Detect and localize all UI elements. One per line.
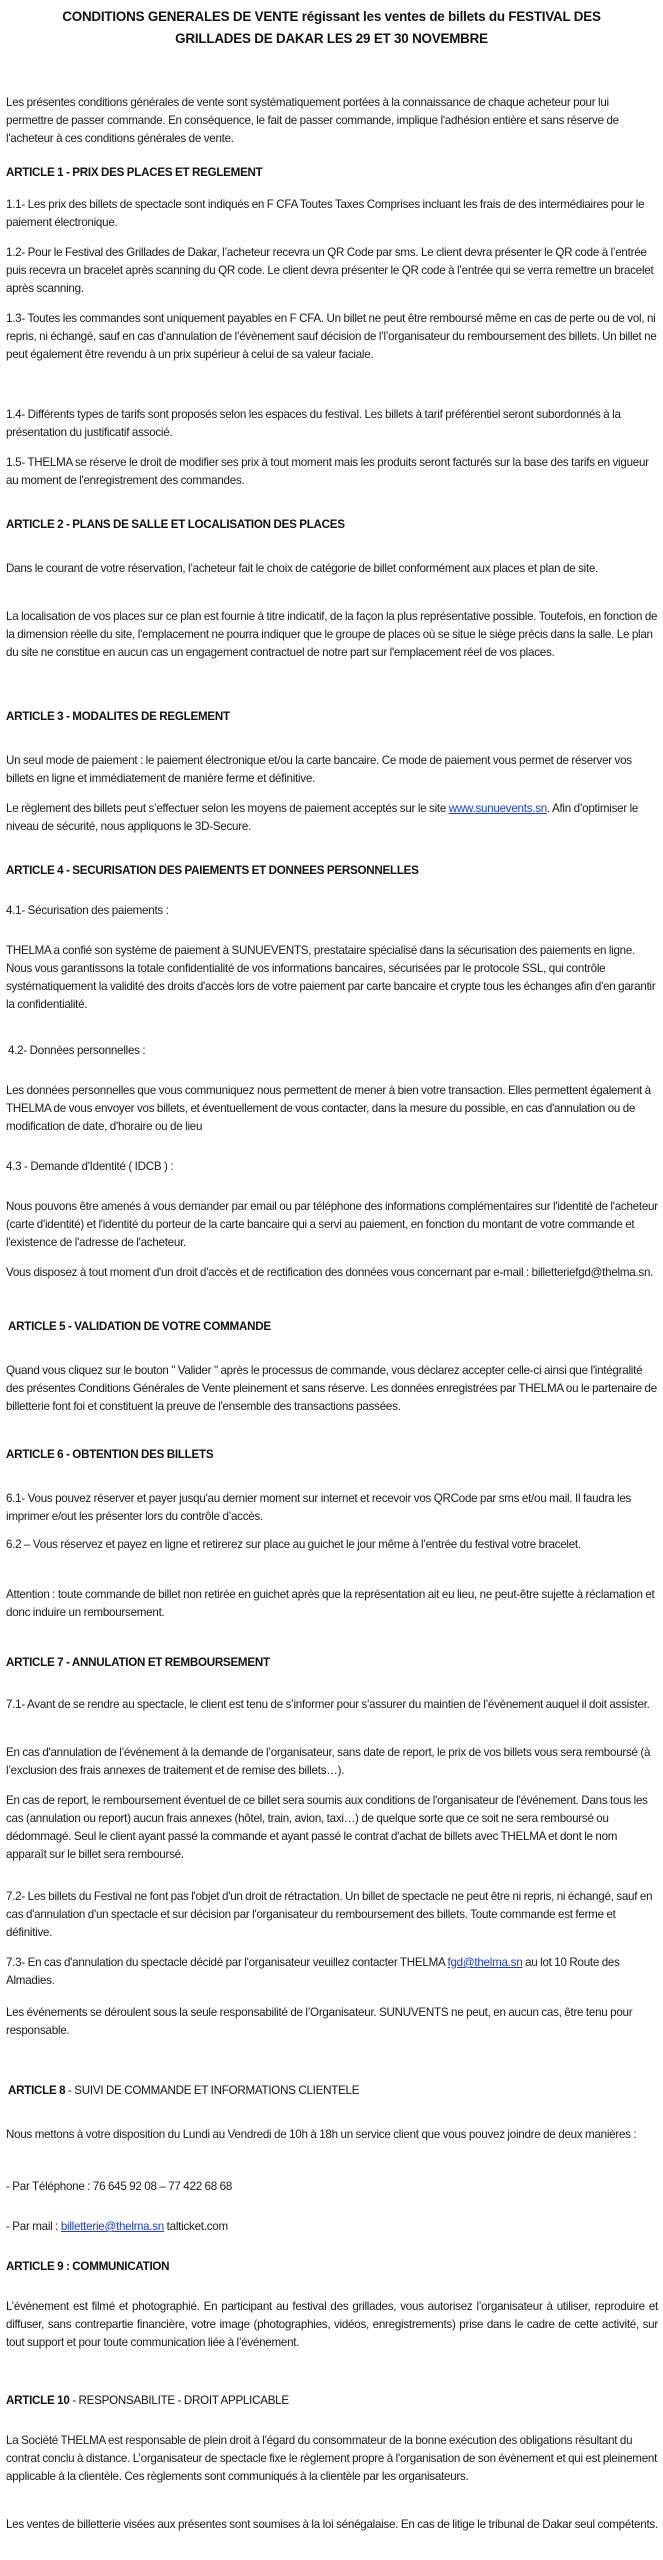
article-2-heading: ARTICLE 2 - PLANS DE SALLE ET LOCALISATION DES PLACES xyxy=(6,518,345,531)
article-3-p2-text-end: . Afin d’optimiser le niveau de sécurité, nous appliquons le 3D-Secure. xyxy=(6,802,639,833)
article-9-p1: L’évènement est filmé et photographié. En participant au festival des grillades, vous autorisez l’organisateur à utiliser, reproduire et diffuser, sans contrepartie financière, votre image (photographies, vidéos, enregistrements) prise dans le cadre de cette activité, sur tout support et pour toute communication liée à l’événement. xyxy=(6,2300,658,2349)
page-title-line-1: CONDITIONS GENERALES DE VENTE régissant les ventes de billets du FESTIVAL DES xyxy=(62,9,601,24)
article-10-heading-bold: ARTICLE 10 xyxy=(6,2394,70,2407)
article-7-p3: En cas de report, le remboursement éventuel de ce billet sera soumis aux conditions de l'organisateur de l'événement. Dans tous les cas (annulation ou report) aucun frais annexes (hôtel, train, avion, taxi…) de quelque sorte que ce soit ne sera remboursé ou dédommagé. Seul le client ayant passé la commande et ayant passé le contrat d'achat de billets avec THELMA et dont le nom apparaît sur le billet sera remboursé. xyxy=(6,1794,648,1861)
article-4-2-title: 4.2- Données personnelles : xyxy=(8,1044,146,1057)
article-8-mail xyxy=(6,2218,658,2236)
article-5-p1: Quand vous cliquez sur le bouton " Valider " après le processus de commande, vous déclarez accepter celle-ci ainsi que l'intégralité des présentes Conditions Générales de Vente pleinement et sans réserve. Les données enregistrées par THELMA ou le partenaire de billetterie font foi et constituent la preuve de l'ensemble des transactions passées. xyxy=(6,1364,657,1413)
intro-paragraph: Les présentes conditions générales de vente sont systématiquement portées à la connaissance de chaque acheteur pour lui permettre de passer commande. En conséquence, le fait de passer commande, implique l'adhésion entière et sans réserve de l'acheteur à ces conditions générales de vente. xyxy=(6,96,619,145)
article-3-p1: Un seul mode de paiement : le paiement électronique et/ou la carte bancaire. Ce mode de paiement vous permet de réserver vos billets en ligne et immédiatement de manière ferme et définitive. xyxy=(6,754,632,785)
article-2-p1: Dans le courant de votre réservation, l’acheteur fait le choix de catégorie de billet conformément aux places et plan de site. xyxy=(6,562,599,575)
article-5-heading: ARTICLE 5 - VALIDATION DE VOTRE COMMANDE xyxy=(8,1320,271,1333)
article-6-p3: Attention : toute commande de billet non retirée en guichet après que la représentation ait eu lieu, ne peut-être sujette à réclamation et donc induire un remboursement. xyxy=(6,1588,655,1619)
fgd-email-link[interactable]: fgd@thelma.sn xyxy=(447,1956,523,1969)
article-6-2: 6.2 – Vous réservez et payez en ligne et retirerez sur place au guichet le jour même à l’entrée du festival votre bracelet. xyxy=(6,1538,581,1551)
article-4-1-title: 4.1- Sécurisation des paiements : xyxy=(6,904,169,917)
page-title xyxy=(0,6,663,50)
article-4-2-p: Les données personnelles que vous communiquez nous permettent de mener à bien votre transaction. Elles permettent également à THELMA de vous envoyer vos billets, et éventuellement de vous contacter, dans la mesure du possible, en cas d'annulation ou de modification de date, d'horaire ou de lieu xyxy=(6,1084,651,1133)
article-1-5: 1.5- THELMA se réserve le droit de modifier ses prix à tout moment mais les produits seront facturés sur la base des tarifs en vigueur au moment de l'enregistrement des commandes. xyxy=(6,456,649,487)
article-3-p2-text: Le règlement des billets peut s’effectuer selon les moyens de paiement acceptés sur le site xyxy=(6,802,449,815)
article-9-heading: ARTICLE 9 : COMMUNICATION xyxy=(6,2260,170,2273)
article-8-heading-bold: ARTICLE 8 xyxy=(8,2084,66,2097)
article-1-4: 1.4- Différents types de tarifs sont proposés selon les espaces du festival. Les billets à tarif préférentiel seront subordonnés à la présentation du justificatif associé. xyxy=(6,408,621,439)
article-8-heading xyxy=(8,2082,660,2100)
article-10-heading xyxy=(6,2392,658,2410)
article-7-3 xyxy=(6,1954,658,1990)
article-1-2: 1.2- Pour le Festival des Grillades de Dakar, l’acheteur recevra un QR Code par sms. Le client devra présenter le QR code à l’entrée puis recevra un bracelet après scanning du QR code. Le client devra présenter le QR code à l’entrée qui se verra remettre un bracelet après scanning. xyxy=(6,246,654,295)
article-3-heading: ARTICLE 3 - MODALITES DE REGLEMENT xyxy=(6,710,230,723)
article-1-3: 1.3- Toutes les commandes sont uniquement payables en F CFA. Un billet ne peut être remboursé même en cas de perte ou de vol, ni repris, ni échangé, sauf en cas d’annulation de l’évènement sauf décision de l’l’organisateur du remboursement des billets. Un billet ne peut également être revendu à un prix supérieur à celui de sa valeur faciale. xyxy=(6,312,657,361)
article-7-heading: ARTICLE 7 - ANNULATION ET REMBOURSEMENT xyxy=(6,1656,270,1669)
article-8-heading-rest: - SUIVI DE COMMANDE ET INFORMATIONS CLIENTELE xyxy=(65,2084,360,2097)
article-10-p1: La Société THELMA est responsable de plein droit à l'égard du consommateur de la bonne exécution des obligations résultant du contrat conclu à distance. L’organisateur de spectacle fixe le règlement propre à l'organisation de son évènement et qui est pleinement applicable à la clientèle. Ces règlements sont communiqués à la clientèle par les organisateurs. xyxy=(6,2434,658,2483)
article-8-mail-label: - Par mail : xyxy=(6,2220,61,2233)
article-4-3-title: 4.3 - Demande d'Identité ( IDCB ) : xyxy=(6,1160,174,1173)
article-1-heading: ARTICLE 1 - PRIX DES PLACES ET REGLEMENT xyxy=(6,166,263,179)
article-10-p2: Les ventes de billetterie visées aux présentes sont soumises à la loi sénégalaise. En cas de litige le tribunal de Dakar seul compétents. xyxy=(6,2518,658,2531)
article-4-heading: ARTICLE 4 - SECURISATION DES PAIEMENTS ET DONNEES PERSONNELLES xyxy=(6,864,419,877)
article-6-heading: ARTICLE 6 - OBTENTION DES BILLETS xyxy=(6,1448,214,1461)
article-10-heading-rest: - RESPONSABILITE - DROIT APPLICABLE xyxy=(69,2394,289,2407)
article-7-3-text-end: au lot 10 Route des Almadies. xyxy=(6,1956,620,1987)
article-8-p1: Nous mettons à votre disposition du Lundi au Vendredi de 10h à 18h un service client que vous pouvez joindre de deux manières : xyxy=(6,2128,637,2141)
sunuevents-link[interactable]: www.sunuevents.sn xyxy=(448,802,547,815)
article-8-mail-after: talticket.com xyxy=(164,2220,228,2233)
article-6-1: 6.1- Vous pouvez réserver et payer jusqu'au dernier moment sur internet et recevoir vos QRCode par sms et/ou mail. Il faudra les imprimer e/out les présenter lors du contrôle d’accès. xyxy=(6,1492,632,1523)
article-3-p2 xyxy=(6,800,658,836)
article-7-p2: En cas d'annulation de l’événement à la demande de l’organisateur, sans date de report, le prix de vos billets vous sera remboursé (à l’exclusion des frais annexes de traitement et de remise des billets…). xyxy=(6,1746,651,1777)
billetterie-email-link[interactable]: billetterie@thelma.sn xyxy=(60,2220,165,2233)
page-title-line-2: GRILLADES DE DAKAR LES 29 ET 30 NOVEMBRE xyxy=(175,31,488,46)
article-4-3-p: Nous pouvons être amenés à vous demander par email ou par téléphone des informations complémentaires sur l'identité de l'acheteur (carte d'identité) et l'identité du porteur de la carte bancaire qui a servi au paiement, en fonction du montant de votre commande et l'existence de l'adresse de l'acheteur. xyxy=(6,1200,658,1249)
article-8-phone: - Par Téléphone : 76 645 92 08 – 77 422 68 68 xyxy=(6,2180,233,2193)
article-7-2: 7.2- Les billets du Festival ne font pas l'objet d'un droit de rétractation. Un billet de spectacle ne peut être ni repris, ni échangé, sauf en cas d'annulation d'un spectacle et sur décision par l'organisateur du remboursement des billets. Toute commande est ferme et définitive. xyxy=(6,1890,653,1939)
article-4-1-p: THELMA a confié son système de paiement à SUNUEVENTS, prestataire spécialisé dans la sécurisation des paiements en ligne. Nous vous garantissons la totale confidentialité de vos informations bancaires, sécurisées par le protocole SSL, qui contrôle systématiquement la validité des droits d'accès lors de votre paiement par carte bancaire et crypte tous les échanges afin d'en garantir la confidentialité. xyxy=(6,944,656,1011)
article-7-3-text: 7.3- En cas d'annulation du spectacle décidé par l'organisateur veuillez contacter THELMA xyxy=(6,1956,448,1969)
article-4-3-p2: Vous disposez à tout moment d'un droit d'accès et de rectification des données vous concernant par e-mail : billetteriefgd@thelma.sn. xyxy=(6,1266,654,1279)
article-2-p2: La localisation de vos places sur ce plan est fournie à titre indicatif, de la façon la plus représentative possible. Toutefois, en fonction de la dimension réelle du site, l'emplacement ne pourra indiquer que le groupe de places où se situe le siège précis dans la salle. Le plan du site ne constitue en aucun cas un engagement contractuel de notre part sur l'emplacement réel de vos places. xyxy=(6,610,658,659)
article-1-1: 1.1- Les prix des billets de spectacle sont indiqués en F CFA Toutes Taxes Comprises incluant les frais de des intermédiaires pour le paiement électronique. xyxy=(6,198,645,229)
article-7-1: 7.1- Avant de se rendre au spectacle, le client est tenu de s’informer pour s'assurer du maintien de l’évènement auquel il doit assister. xyxy=(6,1698,650,1711)
article-7-p6: Les événements se déroulent sous la seule responsabilité de l’Organisateur. SUNUVENTS ne peut, en aucun cas, être tenu pour responsable. xyxy=(6,2006,633,2037)
